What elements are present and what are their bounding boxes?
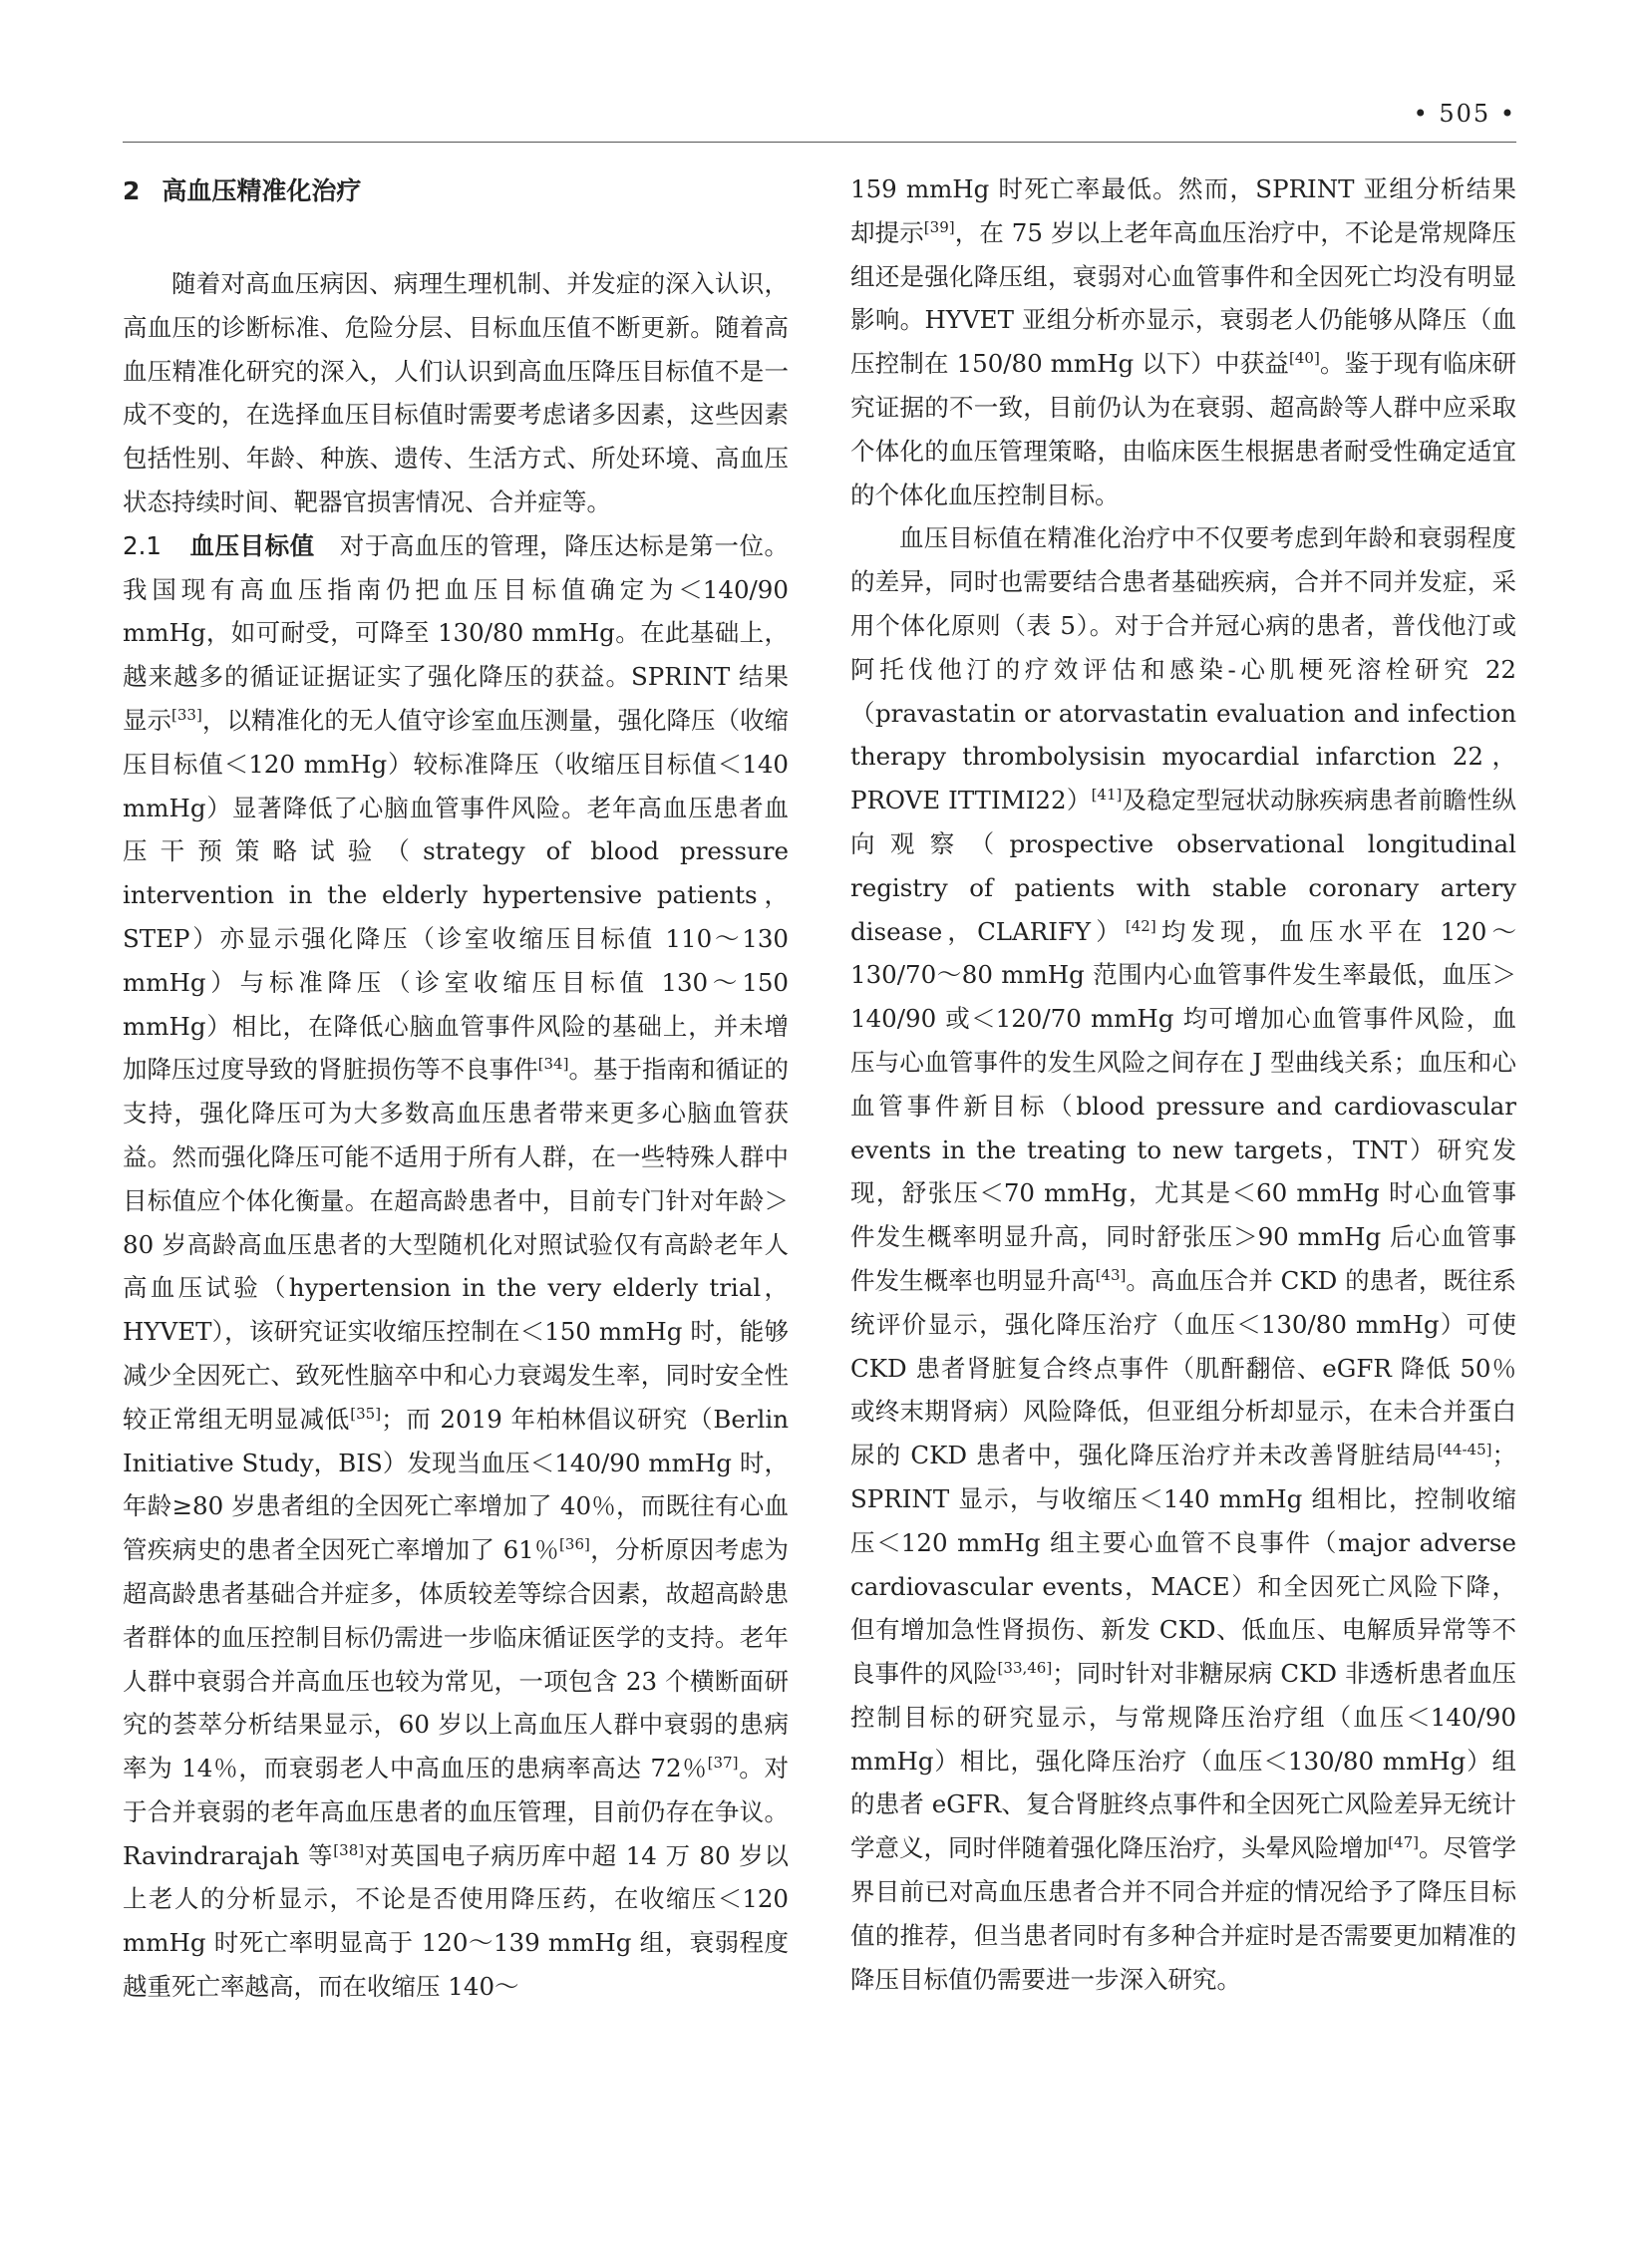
text-run: 及稳定型冠状动脉疾病患者前瞻性纵向观察（prospective observational longitudinal registry of patients with stable coronary artery disease，CLARIFY） <box>850 786 1517 946</box>
citation: [47] <box>1388 1833 1419 1852</box>
text-run: 。对于合并衰弱的老年高血压患者的血压管理，目前仍存在争议。Ravindrarajah 等 <box>123 1754 789 1870</box>
header-rule <box>123 142 1516 143</box>
text-run: ，在 75 岁以上老年高血压治疗中，不论是常规降压组还是强化降压组，衰弱对心血管事件和全因死亡均没有明显影响。HYVET 亚组分析亦显示，衰弱老人仍能够从降压（血压控制在 150/80 mmHg 以下）中获益 <box>850 217 1517 379</box>
citation: [41] <box>1091 786 1123 805</box>
text-run: ；同时针对非糖尿病 CKD 非透析患者血压控制目标的研究显示，与常规降压治疗组（血压＜140/90 mmHg）相比，强化降压治疗（血压＜130/80 mmHg）组的患者 eGFR、复合肾脏终点事件和全因死亡风险差异无统计学意义，同时伴随着强化降压治疗，头晕风险增加 <box>850 1659 1516 1863</box>
text-run: 。高血压合并 CKD 的患者，既往系统评价显示，强化降压治疗（血压＜130/80 mmHg）可使 CKD 患者肾脏复合终点事件（肌酐翻倍、eGFR 降低 50％ 或终末期肾病）风险降低，但亚组分析却显示，在未合并蛋白尿的 CKD 患者中，强化降压治疗并未改善肾脏结局 <box>850 1265 1516 1470</box>
citation: [43] <box>1095 1265 1127 1284</box>
citation: [33,46] <box>997 1659 1053 1678</box>
section-heading <box>123 173 789 209</box>
citation: [42] <box>1125 916 1156 935</box>
text-run: 。鉴于现有临床研究证据的不一致，目前仍认为在衰弱、超高龄等人群中应采取个体化的血压管理策略，由临床医生根据患者耐受性确定适宜的个体化血压控制目标。 <box>850 349 1517 509</box>
citation: [39] <box>923 217 955 236</box>
page-number: • 505 • <box>1413 100 1516 128</box>
citation: [36] <box>559 1535 590 1554</box>
text-run: 血压目标值在精准化治疗中不仅要考虑到年龄和衰弱程度的差异，同时也需要结合患者基础疾病，合并不同并发症，采用个体化原则（表 5）。对于合并冠心病的患者，普伐他汀或阿托伐他汀的疗效评估和感染-心肌梗死溶栓研究 22（pravastatin or atorvastatin evaluation and infection therapy thrombolysisin myocardial infarction 22，PROVE ITTIMI22） <box>850 523 1516 815</box>
right-column <box>850 167 1516 2001</box>
text-run: 159 mmHg 时死亡率最低。然而，SPRINT 亚组分析结果却提示 <box>850 174 1516 247</box>
citation: [44-45] <box>1437 1441 1492 1459</box>
left-column <box>123 167 789 2009</box>
subsection-number: 2.1 <box>123 530 162 560</box>
citation: [37] <box>707 1754 739 1773</box>
citation: [38] <box>333 1840 365 1859</box>
paragraph-continuation <box>850 167 1516 516</box>
section-title: 高血压精准化治疗 <box>162 176 362 205</box>
text-run: 。尽管学界目前已对高血压患者合并不同合并症的情况给予了降压目标值的推荐，但当患者同时有多种合并症时是否需要更加精准的降压目标值仍需要进一步深入研究。 <box>850 1833 1516 1994</box>
text-run: ，分析原因考虑为超高龄患者基础合并症多，体质较差等综合因素，故超高龄患者群体的血压控制目标仍需进一步临床循证医学的支持。老年人群中衰弱合并高血压也较为常见，一项包含 23 个横断面研究的荟萃分析结果显示，60 岁以上高血压人群中衰弱的患病率为 14％，而衰弱老人中高血压的患病率高达 72％ <box>123 1535 789 1783</box>
text-run: ；SPRINT 显示，与收缩压＜140 mmHg 组相比，控制收缩压＜120 mmHg 组主要心血管不良事件（major adverse cardiovascular events，MACE）和全因死亡风险下降，但有增加急性肾损伤、新发 CKD、低血压、电解质异常等不良事件的风险 <box>850 1441 1516 1689</box>
subsection-title: 血压目标值 <box>188 530 315 560</box>
section-number: 2 <box>123 176 141 205</box>
paragraph-target-values <box>123 524 789 2009</box>
citation: [33] <box>171 705 202 724</box>
text-run: ；而 2019 年柏林倡议研究（Berlin Initiative Study，BIS）发现当血压＜140/90 mmHg 时，年龄≥80 岁患者组的全因死亡率增加了 40％，而既往有心血管疾病史的患者全因死亡率增加了 61％ <box>123 1404 790 1565</box>
paragraph-intro: 随着对高血压病因、病理生理机制、并发症的深入认识，高血压的诊断标准、危险分层、目标血压值不断更新。随着高血压精准化研究的深入，人们认识到高血压降压目标值不是一成不变的，在选择血压目标值时需要考虑诸多因素，这些因素包括性别、年龄、种族、遗传、生活方式、所处环境、高血压状态持续时间、靶器官损害情况、合并症等。 <box>123 269 789 516</box>
citation: [34] <box>537 1055 569 1074</box>
text-run: 对于高血压的管理，降压达标是第一位。我国现有高血压指南仍把血压目标值确定为＜140/90 mmHg，如可耐受，可降至 130/80 mmHg。在此基础上，越来越多的循证证据证实了强化降压的获益。SPRINT 结果显示 <box>123 530 790 735</box>
text-run: 对英国电子病历库中超 14 万 80 岁以上老人的分析显示，不论是否使用降压药，在收缩压＜120 mmHg 时死亡率明显高于 120～139 mmHg 组，衰弱程度越重死亡率越高，而在收缩压 140～ <box>123 1840 789 2002</box>
text-run: ，以精准化的无人值守诊室血压测量，强化降压（收缩压目标值＜120 mmHg）较标准降压（收缩压目标值＜140 mmHg）显著降低了心脑血管事件风险。老年高血压患者血压干预策略试验（strategy of blood pressure intervention in the elderly hypertensive patients，STEP）亦显示强化降压（诊室收缩压目标值 110～130 mmHg）与标准降压（诊室收缩压目标值 130～150 mmHg）相比，在降低心脑血管事件风险的基础上，并未增加降压过度导致的肾脏损伤等不良事件 <box>123 705 789 1085</box>
citation: [40] <box>1289 349 1320 368</box>
subsection-heading <box>123 531 315 560</box>
paragraph-comorbidities <box>850 516 1516 2001</box>
text-run: 。基于指南和循证的支持，强化降压可为大多数高血压患者带来更多心脑血管获益。然而强化降压可能不适用于所有人群，在一些特殊人群中目标值应个体化衡量。在超高龄患者中，目前专门针对年龄＞80 岁高龄高血压患者的大型随机化对照试验仅有高龄老年人高血压试验（hypertension in the very elderly trial，HYVET），该研究证实收缩压控制在＜150 mmHg 时，能够减少全因死亡、致死性脑卒中和心力衰竭发生率，同时安全性较正常组无明显减低 <box>123 1055 790 1434</box>
citation: [35] <box>350 1404 382 1423</box>
text-run: 均发现，血压水平在 120～130/70～80 mmHg 范围内心血管事件发生率最低，血压＞140/90 或＜120/70 mmHg 均可增加心血管事件风险，血压与心血管事件的发生风险之间存在 J 型曲线关系；血压和心血管事件新目标（blood pressure and cardiovascular events in the treating to new targets，TNT）研究发现，舒张压＜70 mmHg，尤其是＜60 mmHg 时心血管事件发生概率明显升高，同时舒张压＞90 mmHg 后心血管事件发生概率也明显升高 <box>850 916 1516 1295</box>
